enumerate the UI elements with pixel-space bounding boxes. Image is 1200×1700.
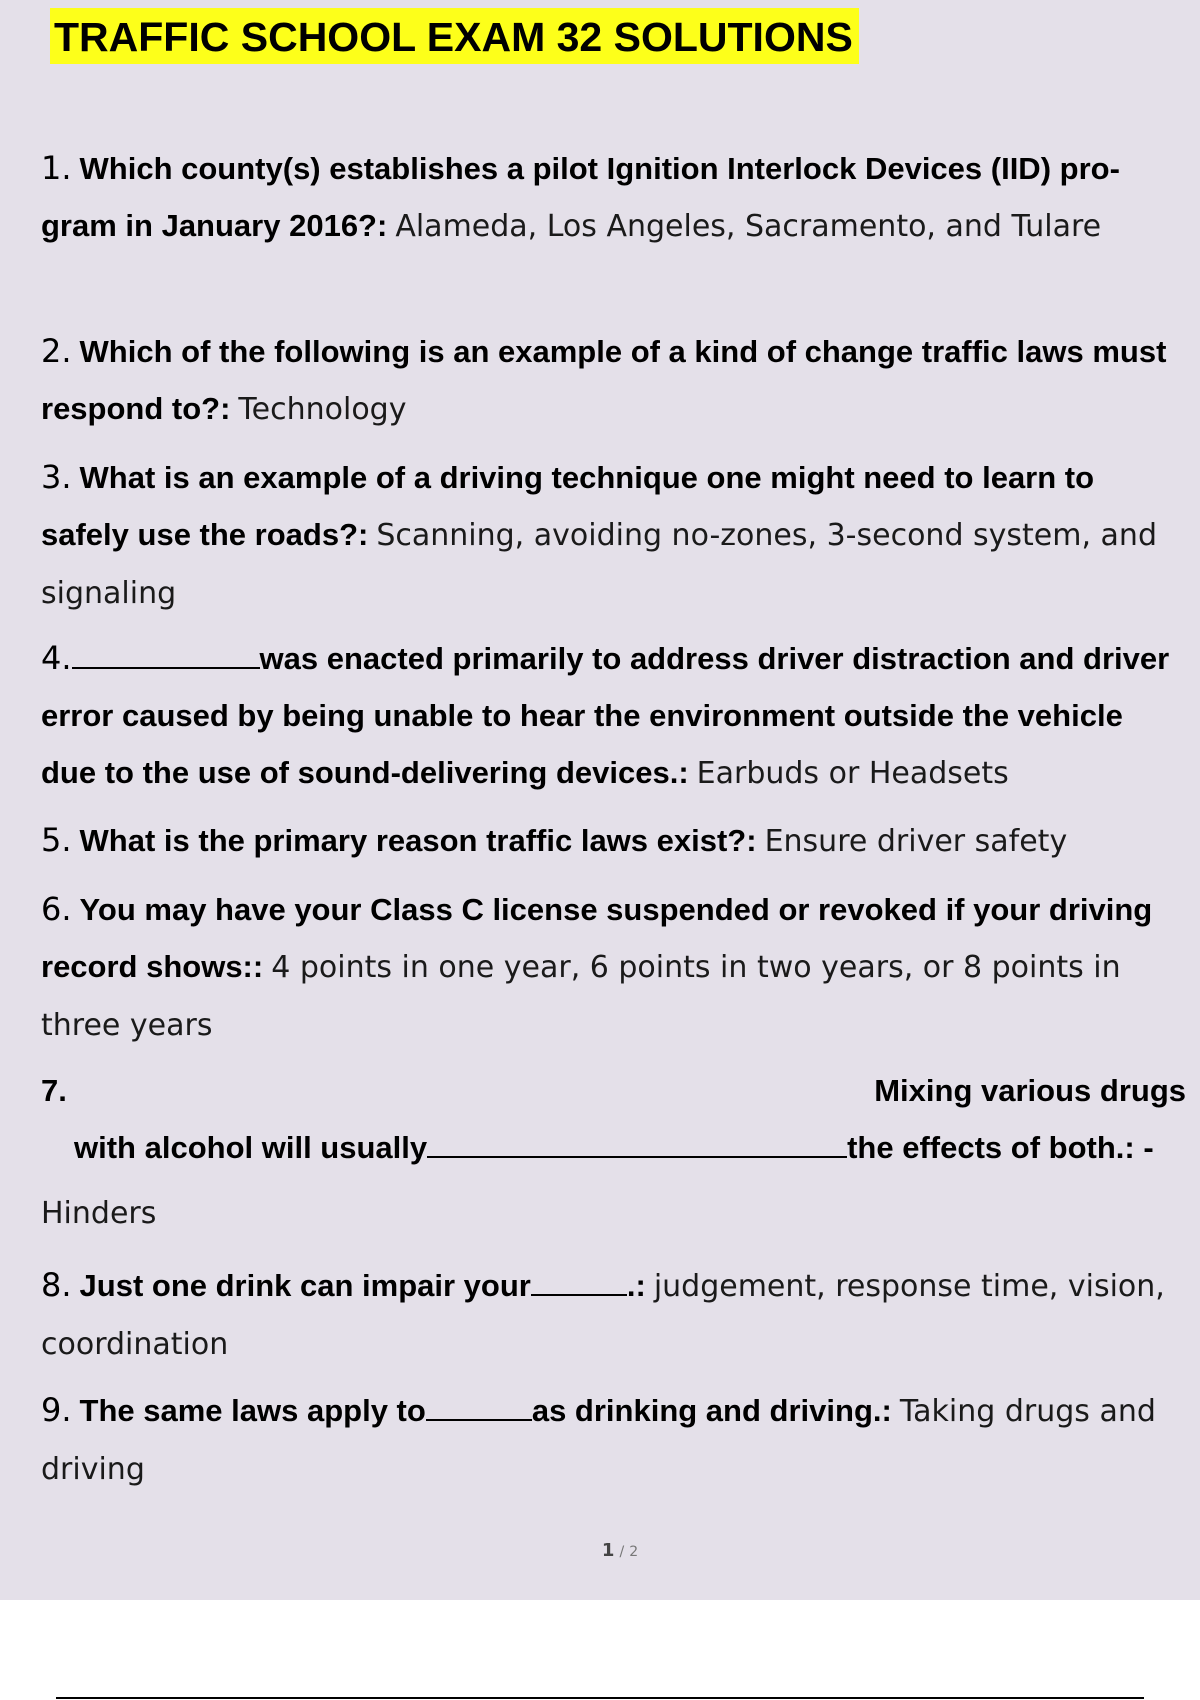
answer-blank xyxy=(72,666,260,669)
question-number: 8. xyxy=(41,1266,72,1304)
answer-text: Technology xyxy=(238,392,407,427)
answer-blank xyxy=(531,1293,627,1296)
question-number: 3. xyxy=(41,458,72,496)
question-text: The same laws apply to xyxy=(79,1393,426,1428)
footer-divider xyxy=(56,1697,1144,1699)
page-indicator xyxy=(0,1540,1200,1561)
answer-text: Taking drugs and driving xyxy=(41,1394,1156,1487)
answer-text: Ensure driver safety xyxy=(764,824,1068,859)
question-item-9 xyxy=(41,1382,1176,1498)
question-text: the effects of both.: - xyxy=(847,1130,1154,1165)
question-text: Mixing various drugs xyxy=(874,1073,1186,1108)
answer-text: Alameda, Los Angeles, Sacramento, and Tulare xyxy=(395,209,1102,244)
answer-text: Scanning, avoiding no-zones, 3-second system, and signaling xyxy=(41,518,1157,611)
answer-blank xyxy=(427,1155,847,1158)
question-text: with alcohol will usually xyxy=(74,1130,428,1165)
question-number: 6. xyxy=(41,890,72,928)
question-number: 5. xyxy=(41,821,72,859)
question-number: 2. xyxy=(41,332,72,370)
question-number: 4. xyxy=(41,639,72,677)
question-text: Just one drink can impair your xyxy=(79,1268,531,1303)
answer-text: 4 points in one year, 6 points in two years, or 8 points in three years xyxy=(41,950,1121,1043)
page-title: TRAFFIC SCHOOL EXAM 32 SOLUTIONS xyxy=(50,8,859,64)
question-item-7 xyxy=(41,1063,1186,1119)
question-item-6 xyxy=(41,881,1176,1054)
question-number: 1. xyxy=(41,149,72,187)
question-text: was enacted primarily to address driver distraction and driver error caused by being unable to hear the environment outside the vehicle due to the use of sound-delivering devices.: xyxy=(41,641,1170,790)
question-item-2 xyxy=(41,323,1176,438)
page-separator: / xyxy=(619,1544,625,1560)
total-pages: 2 xyxy=(629,1544,639,1560)
question-item-1 xyxy=(41,140,1176,255)
question-text: Which of the following is an example of a kind of change traffic laws must respond to?: xyxy=(41,334,1167,426)
question-text: What is the primary reason traffic laws exist?: xyxy=(79,823,757,858)
question-item-7-continued xyxy=(74,1120,1184,1176)
question-text: What is an example of a driving technique one might need to learn to safely use the roads?: xyxy=(41,460,1095,552)
question-item-4 xyxy=(41,630,1176,802)
question-text-tail: as drinking and driving.: xyxy=(531,1393,892,1428)
answer-text: Earbuds or Headsets xyxy=(696,756,1009,791)
answer-blank xyxy=(426,1418,532,1421)
question-item-8 xyxy=(41,1257,1176,1373)
question-text: Which county(s) establishes a pilot Ignition Interlock Devices (IID) pro- gram in January 2016?: xyxy=(41,151,1120,243)
question-item-5 xyxy=(41,812,1176,870)
question-number: 9. xyxy=(41,1391,72,1429)
question-item-3 xyxy=(41,449,1176,622)
answer-text: judgement, response time, vision, coordination xyxy=(41,1269,1165,1362)
question-number: 7. xyxy=(41,1073,67,1108)
answer-text: Hinders xyxy=(41,1196,157,1231)
question-text-tail: .: xyxy=(626,1268,646,1303)
current-page: 1 xyxy=(601,1540,615,1561)
question-text: You may have your Class C license suspended or revoked if your driving record shows:: xyxy=(41,892,1153,984)
